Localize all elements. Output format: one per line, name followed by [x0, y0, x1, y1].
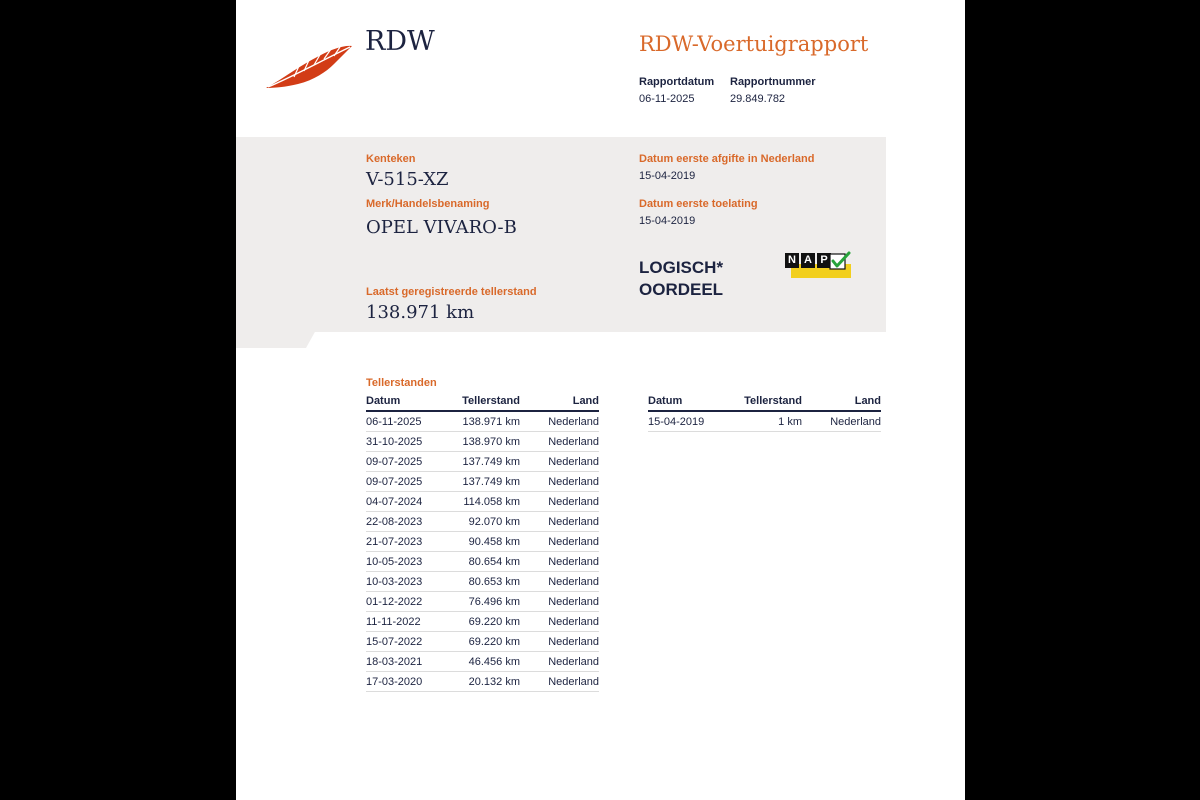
cell-land: Nederland	[520, 492, 599, 512]
cell-tellerstand: 137.749 km	[436, 472, 520, 492]
table-row	[648, 411, 881, 432]
merk-label: Merk/Handelsbenaming	[366, 198, 490, 210]
cell-datum: 15-04-2019	[648, 411, 718, 432]
table-row	[366, 632, 599, 652]
cell-datum: 18-03-2021	[366, 652, 436, 672]
cell-tellerstand: 137.749 km	[436, 452, 520, 472]
cell-tellerstand: 138.971 km	[436, 411, 520, 432]
cell-tellerstand: 1 km	[718, 411, 802, 432]
cell-tellerstand: 80.654 km	[436, 552, 520, 572]
report-date-value: 06-11-2025	[639, 93, 695, 105]
merk-value: OPEL VIVARO-B	[366, 217, 517, 238]
cell-datum: 09-07-2025	[366, 452, 436, 472]
cell-tellerstand: 69.220 km	[436, 612, 520, 632]
cell-datum: 06-11-2025	[366, 411, 436, 432]
col-land: Land	[520, 393, 599, 411]
table-header-row	[648, 393, 881, 411]
table-row	[366, 532, 599, 552]
tellerstanden-title: Tellerstanden	[366, 377, 437, 389]
cell-tellerstand: 92.070 km	[436, 512, 520, 532]
cell-tellerstand: 90.458 km	[436, 532, 520, 552]
col-tellerstand: Tellerstand	[436, 393, 520, 411]
table-row	[366, 672, 599, 692]
nap-letter: A	[801, 253, 815, 268]
cell-land: Nederland	[520, 532, 599, 552]
nap-letter: P	[817, 253, 831, 268]
report-number-block	[730, 76, 816, 105]
cell-datum: 09-07-2025	[366, 472, 436, 492]
table-header-row	[366, 393, 599, 411]
tellerstand-label: Laatst geregistreerde tellerstand	[366, 286, 537, 298]
table-row	[366, 432, 599, 452]
toelating-label: Datum eerste toelating	[639, 198, 758, 210]
cell-land: Nederland	[520, 652, 599, 672]
nap-logo	[785, 253, 853, 279]
brand-name: RDW	[365, 26, 435, 57]
cell-tellerstand: 46.456 km	[436, 652, 520, 672]
tellerstand-field	[366, 286, 537, 323]
kenteken-field	[366, 153, 449, 190]
kenteken-label: Kenteken	[366, 153, 416, 165]
cell-datum: 15-07-2022	[366, 632, 436, 652]
afgifte-value: 15-04-2019	[639, 170, 696, 182]
table-row	[366, 652, 599, 672]
cell-datum: 17-03-2020	[366, 672, 436, 692]
cell-land: Nederland	[802, 411, 881, 432]
toelating-value: 15-04-2019	[639, 215, 696, 227]
col-datum: Datum	[648, 393, 718, 411]
col-tellerstand: Tellerstand	[718, 393, 802, 411]
report-date-block	[639, 76, 714, 105]
cell-land: Nederland	[520, 612, 599, 632]
col-land: Land	[802, 393, 881, 411]
table-row	[366, 552, 599, 572]
afgifte-field	[639, 153, 814, 182]
cell-datum: 10-05-2023	[366, 552, 436, 572]
cell-tellerstand: 20.132 km	[436, 672, 520, 692]
cell-land: Nederland	[520, 432, 599, 452]
cell-land: Nederland	[520, 592, 599, 612]
cell-tellerstand: 80.653 km	[436, 572, 520, 592]
cell-datum: 22-08-2023	[366, 512, 436, 532]
table-row	[366, 572, 599, 592]
cell-land: Nederland	[520, 452, 599, 472]
table-row	[366, 472, 599, 492]
cell-datum: 01-12-2022	[366, 592, 436, 612]
band-tab	[236, 330, 316, 348]
table-row	[366, 452, 599, 472]
cell-tellerstand: 69.220 km	[436, 632, 520, 652]
report-number-value: 29.849.782	[730, 93, 786, 105]
table-row	[366, 492, 599, 512]
table-row	[366, 411, 599, 432]
merk-field	[366, 198, 517, 238]
report-number-label: Rapportnummer	[730, 76, 816, 88]
cell-land: Nederland	[520, 672, 599, 692]
cell-datum: 10-03-2023	[366, 572, 436, 592]
cell-datum: 31-10-2025	[366, 432, 436, 452]
cell-datum: 11-11-2022	[366, 612, 436, 632]
cell-tellerstand: 76.496 km	[436, 592, 520, 612]
nap-check-icon	[829, 251, 851, 271]
nap-letters	[785, 253, 831, 268]
toelating-field	[639, 198, 758, 227]
cell-datum: 21-07-2023	[366, 532, 436, 552]
afgifte-label: Datum eerste afgifte in Nederland	[639, 153, 815, 165]
cell-land: Nederland	[520, 632, 599, 652]
cell-land: Nederland	[520, 552, 599, 572]
table-row	[366, 512, 599, 532]
nap-verdict	[639, 257, 723, 301]
verdict-line-1: LOGISCH*	[639, 258, 724, 277]
nap-letter: N	[785, 253, 799, 268]
table-row	[366, 612, 599, 632]
report-title: RDW-Voertuigrapport	[639, 32, 869, 56]
cell-land: Nederland	[520, 572, 599, 592]
tellerstanden-table-left	[366, 393, 599, 692]
table-row	[366, 592, 599, 612]
report-date-label: Rapportdatum	[639, 76, 715, 88]
verdict-line-2: OORDEEL	[639, 280, 724, 299]
cell-tellerstand: 138.970 km	[436, 432, 520, 452]
kenteken-value: V-515-XZ	[366, 169, 449, 190]
cell-land: Nederland	[520, 472, 599, 492]
cell-datum: 04-07-2024	[366, 492, 436, 512]
report-page	[236, 0, 965, 800]
cell-land: Nederland	[520, 512, 599, 532]
tellerstanden-table-right	[648, 393, 881, 432]
tellerstand-value: 138.971 km	[366, 302, 475, 323]
rdw-feather-logo-icon	[264, 38, 354, 94]
col-datum: Datum	[366, 393, 436, 411]
cell-tellerstand: 114.058 km	[436, 492, 520, 512]
cell-land: Nederland	[520, 411, 599, 432]
